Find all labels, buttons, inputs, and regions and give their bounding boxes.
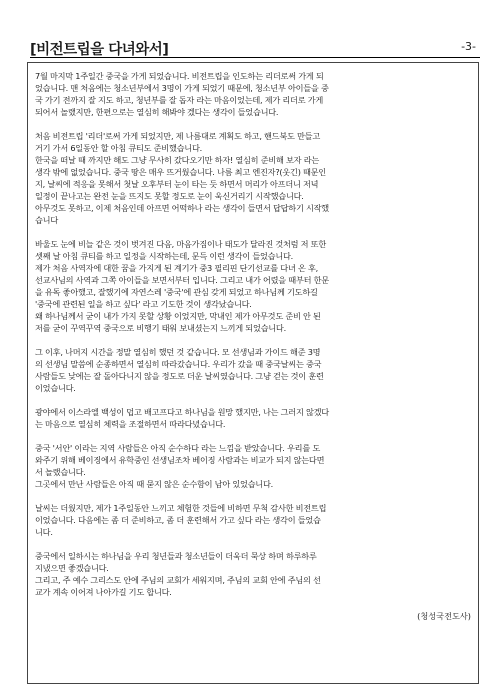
paragraph-line: 니다. (35, 527, 53, 537)
paragraph-line: '중국에 관련된 일을 하고 싶다' 라고 기도한 것이 생각났습니다. (35, 299, 252, 309)
paragraph-line: 지냈으면 좋겠습니다. (35, 563, 109, 573)
paragraph-line: 지, 날씨에 적응을 못해서 첫날 오후부터 눈이 타는 듯 하면서 머리가 아프더니 저녁 (35, 179, 319, 189)
paragraph-line: 중국 '서안' 이라는 지역 사람들은 아직 순수하다 라는 느낌을 받았습니다. 우리를 도 (35, 443, 320, 453)
paragraph-line: 국 가기 전까지 잘 지도 하고, 청년부를 잘 돕자 라는 마음이었는데, 제가 리더로 가게 (35, 95, 324, 105)
paragraph-line: 그리고, 주 예수 그리스도 안에 주님의 교회가 세워지며, 주님의 교회 안에 주님의 선 (35, 575, 321, 585)
paragraph-line: 일정이 끝나고는 완전 눈을 뜨지도 못할 정도로 눈이 욱신거리기 시작했습니다. (35, 191, 304, 201)
paragraph-line: 생각 밖에 없었습니다. 중국 땅은 매우 뜨거웠습니다. 나름 최고 엔진자?(웃긴) 때문인 (35, 167, 326, 177)
paragraph (35, 502, 471, 538)
paragraph-line: 을 유독 좋아했고, 잘했기에 자연스레 '중국'에 관심 갖게 되었고 하나님께 기도하길 (35, 287, 318, 297)
article-body (35, 70, 471, 622)
paragraph-line: 저를 굳이 꾸역꾸역 중국으로 비행기 태워 보내셨는지 느끼게 되었습니다. (35, 323, 286, 333)
paragraph-line: 왜 하나님께서 굳이 내가 가지 못할 상황 이었지만, 막내인 제가 아무것도 준비 안 된 (35, 311, 321, 321)
paragraph-line: 셋째 날 아침 큐티를 하고 일정을 시작하는데, 문득 이런 생각이 들었습니다. (35, 251, 294, 261)
paragraph-line: 아무것도 못하고, 이제 처음인데 아프면 어떡하나 라는 생각이 들면서 답답하기 시작했 (35, 203, 329, 213)
page-header (30, 38, 480, 58)
paragraph-line: 처음 비전트립 '리더'로써 가게 되었지만, 제 나름대로 계획도 하고, 핸드북도 만들고 (35, 131, 320, 141)
paragraph-line: 교가 계속 이어져 나아가길 기도 합니다. (35, 587, 172, 597)
paragraph (35, 442, 471, 490)
paragraph-line: 그 이후, 나머지 시간을 정말 열심히 했던 것 같습니다. 모 선생님과 가이드 해준 3명 (35, 347, 321, 357)
paragraph-line: 광야에서 이스라엘 백성이 덥고 배고프다고 하나님을 원망 했지만, 나는 그러지 않겠다 (35, 407, 329, 417)
page-number: -3- (461, 40, 476, 53)
paragraph-line: 한국을 떠날 때 까지만 해도 그냥 무사히 갔다오기만 하자! 열심히 준비해 보자 라는 (35, 155, 320, 165)
paragraph (35, 238, 471, 334)
paragraph-line: 선교사님의 사역과 그쪽 아이들을 보면서부터 입니다. 그리고 내가 어렸을 때부터 한문 (35, 275, 329, 285)
paragraph (35, 346, 471, 394)
paragraph-line: 7월 마지막 1주일간 중국을 가게 되었습니다. 비전트립을 인도하는 리더로써 가게 되 (35, 71, 324, 81)
paragraph (35, 130, 471, 226)
paragraph-line: 는 마음으로 열심히 체력을 조절하면서 따라다녔습니다. (35, 419, 226, 429)
paragraph-line: 거기 가서 6일동안 할 아침 큐티도 준비했습니다. (35, 143, 202, 153)
paragraph (35, 406, 471, 430)
paragraph-line: 중국에서 일하시는 하나님을 우리 청년들과 청소년들이 더욱더 묵상 하며 하루하루 (35, 551, 317, 561)
paragraph-line: 되어서 놀랬지만, 한편으로는 열심히 해봐야 겠다는 생각이 들었습니다. (35, 107, 279, 117)
paragraph-line: 서 놀랬습니다. (35, 467, 86, 477)
paragraph-line: 와주기 위해 베이징에서 유학중인 선생님조차 베이징 사람과는 비교가 되지 않는다면 (35, 455, 325, 465)
paragraph (35, 550, 471, 598)
paragraph-line: 사람들도 낮에는 잘 돌아다니지 않을 정도로 더운 날씨였습니다. 그냥 걷는 것이 훈련 (35, 371, 324, 381)
paragraph-line: 그곳에서 만난 사람들은 아직 때 묻지 않은 순수함이 남아 있었습니다. (35, 479, 273, 489)
paragraph-line: 제가 처음 사역자에 대한 꿈을 가지게 된 계기가 중3 필리핀 단기선교를 다녀 온 후, (35, 263, 318, 273)
paragraph-line: 의 선생님 말씀에 순종하면서 열심히 따라갔습니다. 우리가 갔을 때 중국날씨는 중국 (35, 359, 322, 369)
paragraph-line: 바울도 눈에 비늘 같은 것이 벗겨진 다음, 마음가짐이나 태도가 달라진 것처럼 저 또한 (35, 239, 326, 249)
article-frame (27, 62, 479, 684)
header-rule (30, 57, 480, 58)
document-title: [비전트립을 다녀와서] (30, 42, 169, 58)
paragraph-line: 이었습니다. 다음에는 좀 더 준비하고, 좀 더 훈련해서 가고 싶다 라는 생각이 들었습 (35, 515, 321, 525)
paragraph-line: 이었습니다. (35, 383, 76, 393)
paragraph-line: 날씨는 더웠지만, 제가 1주일동안 느끼고 체험한 것들에 비하면 무척 감사한 비전트립 (35, 503, 327, 513)
author-signature: (청성국전도사) (417, 611, 471, 621)
paragraph-line: 었습니다. 맨 처음에는 청소년부에서 3명이 가게 되었기 때문에, 청소년부 아이들을 중 (35, 83, 329, 93)
paragraph-line: 습니다 (35, 215, 58, 225)
paragraph (35, 70, 471, 118)
